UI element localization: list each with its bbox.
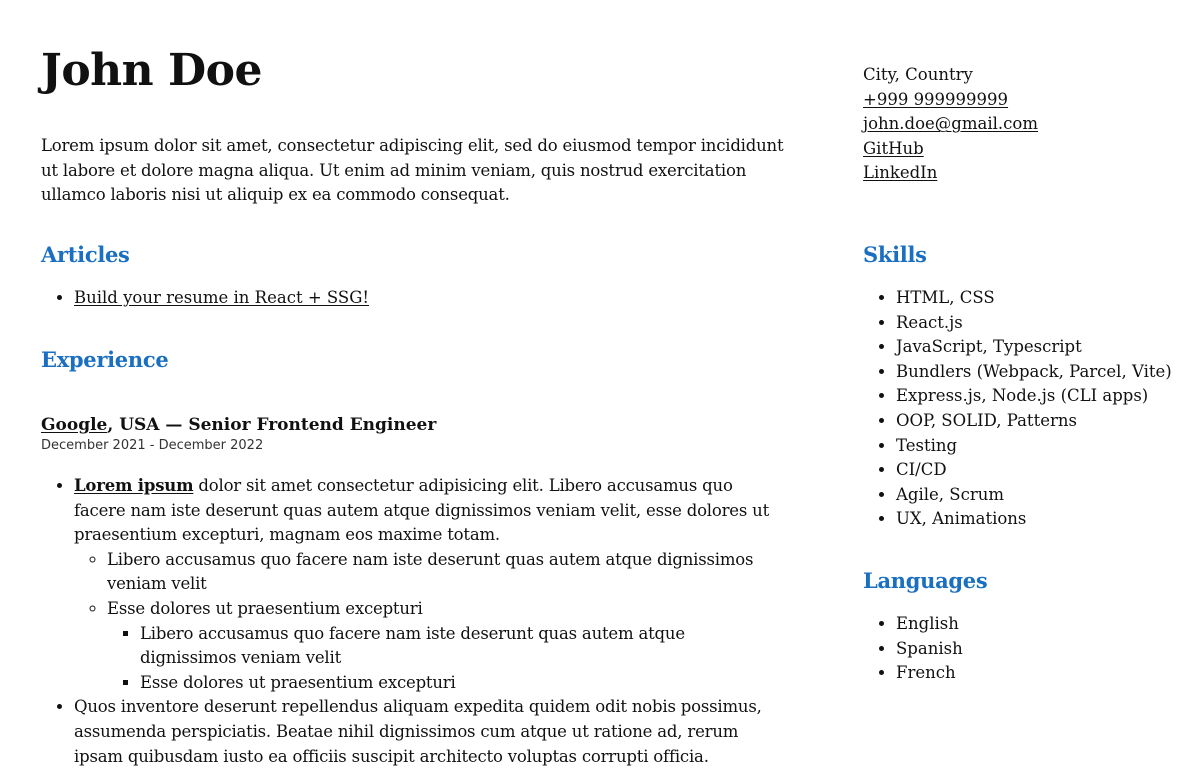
languages-heading: Languages — [863, 568, 988, 593]
list-item: • UX, Animations — [896, 507, 1172, 532]
phone-link[interactable]: +999 999999999 — [863, 89, 1009, 109]
skills-list — [863, 286, 1172, 532]
articles-list — [41, 286, 786, 311]
bullet-text: dolor sit amet consectetur adipisicing elit. Libero accusamus quo facere nam iste deserunt quas autem atque dignissimos veniam velit, esse dolores ut praesentium excepturi, magnam eos maxime totam. — [74, 476, 770, 545]
skills-section — [863, 241, 1172, 532]
list-item: ◦ Libero accusamus quo facere nam iste deserunt quas autem atque dignissimos veniam velit — [107, 548, 786, 597]
bullet-text: Esse dolores ut praesentium excepturi — [107, 598, 423, 618]
email-link[interactable]: john.doe@gmail.com — [863, 114, 1038, 134]
contact-block — [863, 63, 1038, 186]
intro-paragraph: Lorem ipsum dolor sit amet, consectetur adipiscing elit, sed do eiusmod tempor incididunt ut labore et dolore magna aliqua. Ut enim ad minim veniam, quis nostrud exercitation ullamco laboris nisi ut aliquip ex ea commodo consequat. — [41, 136, 784, 205]
list-item: • HTML, CSS — [896, 286, 1172, 311]
experience-heading: Experience — [41, 347, 169, 372]
list-item: • Express.js, Node.js (CLI apps) — [896, 384, 1172, 409]
list-item — [74, 286, 786, 311]
list-item — [107, 597, 786, 695]
articles-section — [41, 241, 786, 311]
list-item: • CI/CD — [896, 458, 1172, 483]
job-role: , USA — Senior Frontend Engineer — [107, 415, 437, 435]
list-item: • Testing — [896, 434, 1172, 459]
experience-section — [41, 346, 786, 769]
page-title: John Doe — [41, 45, 262, 96]
articles-heading: Articles — [41, 242, 130, 267]
skills-heading: Skills — [863, 242, 927, 267]
list-item: • English — [896, 612, 987, 637]
list-item: • Agile, Scrum — [896, 483, 1172, 508]
bold-link[interactable]: Lorem ipsum — [74, 476, 194, 495]
list-item: ▪ Libero accusamus quo facere nam iste deserunt quas autem atque dignissimos veniam velit — [140, 622, 786, 671]
job-bullets — [41, 474, 786, 769]
list-item: • Quos inventore deserunt repellendus aliquam expedita quidem odit nobis possimus, assumenda perspiciatis. Beatae nihil dignissimos cum atque ut ratione ad, rerum ipsam quibusdam iusto ea officiis suscipit architecto voluptas corrupti officia. — [74, 695, 786, 769]
job-dates: December 2021 - December 2022 — [41, 438, 264, 453]
list-item: • Bundlers (Webpack, Parcel, Vite) — [896, 360, 1172, 385]
job-title — [41, 413, 786, 437]
company-link[interactable]: Google — [41, 415, 108, 435]
list-item: • French — [896, 661, 987, 686]
github-link[interactable]: GitHub — [863, 138, 924, 158]
list-item: ▪ Esse dolores ut praesentium excepturi — [140, 671, 786, 696]
list-item: • Spanish — [896, 637, 987, 662]
list-item: • JavaScript, Typescript — [896, 335, 1172, 360]
list-item: • React.js — [896, 311, 1172, 336]
sub-bullets — [74, 548, 786, 696]
languages-list — [863, 612, 987, 686]
list-item: • OOP, SOLID, Patterns — [896, 409, 1172, 434]
article-link[interactable]: Build your resume in React + SSG! — [74, 288, 370, 307]
location-text: City, Country — [863, 65, 973, 84]
linkedin-link[interactable]: LinkedIn — [863, 163, 938, 183]
list-item — [74, 474, 786, 695]
languages-section — [863, 567, 987, 686]
sub-sub-bullets — [107, 622, 786, 696]
